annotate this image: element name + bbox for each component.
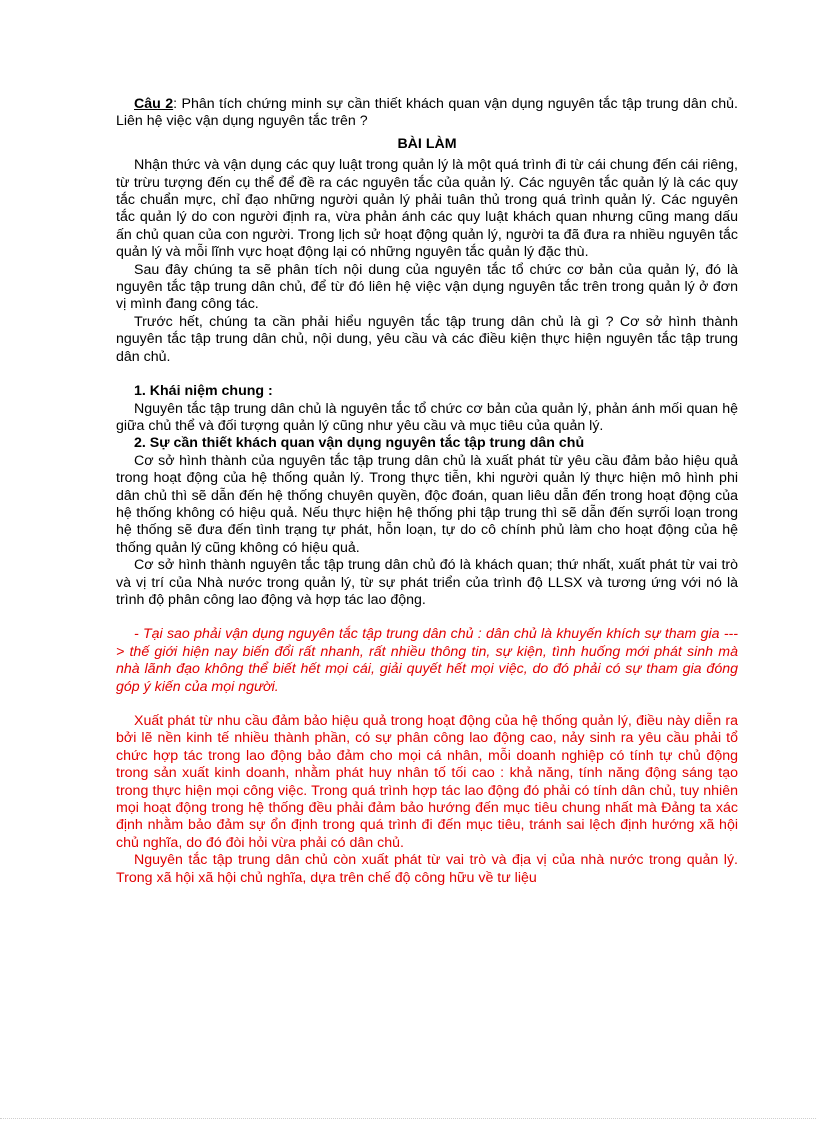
spacer xyxy=(116,696,738,713)
spacer xyxy=(116,366,738,383)
intro-paragraph-2: Sau đây chúng ta sẽ phân tích nội dung của nguyên tắc tổ chức cơ bản của quản lý, đó là nguyên tắc tập trung dân chủ, để từ đó liên hệ việc vận dụng nguyên tắc trên trong quản lý ở đơn vị mình đang công tác. xyxy=(116,261,738,313)
red-paragraph-1: Xuất phát từ nhu cầu đảm bảo hiệu quả trong hoạt động của hệ thống quản lý, điều này diễn ra bởi lẽ nền kinh tế nhiều thành phần, có sự phân công lao động cao, nảy sinh ra yêu cầu phải tổ chức hợp tác trong lao động bảo đảm cho mọi cá nhân, mỗi doanh nghiệp có tính tự chủ động trong sản xuất kinh doanh, nhằm phát huy nhân tố tối cao : khả năng, tính năng động sáng tạo trong thực hiện mọi công việc. Trong quá trình hợp tác lao động đó phải có tính dân chủ, tuy nhiên mọi hoạt động trong hệ thống đều phải đảm bảo hướng đến mục tiêu chung nhất mà Đảng ta xác định nhằm bảo đảm sự ổn định trong quá trình đi đến mục tiêu, tránh sai lệch định hướng xã hội chủ nghĩa, do đó đòi hỏi vừa phải có dân chủ. xyxy=(116,713,738,851)
red-italic-note: - Tại sao phải vận dụng nguyên tắc tập trung dân chủ : dân chủ là khuyến khích sự tham gia ---> thế giới hiện nay biến đổi rất nhanh, rất nhiều thông tin, sự kiện, tình huống mới phát sinh mà nhà lãnh đạo không thể biết hết mọi cái, giải quyết hết mọi việc, do đó phải có sự tham gia đóng góp ý kiến của mọi người. xyxy=(116,626,738,695)
red-paragraph-2: Nguyên tắc tập trung dân chủ còn xuất phát từ vai trò và địa vị của nhà nước trong quản lý. Trong xã hội xã hội chủ nghĩa, dựa trên chế độ công hữu về tư liệu xyxy=(116,852,738,886)
intro-paragraph-3: Trước hết, chúng ta cần phải hiểu nguyên tắc tập trung dân chủ là gì ? Cơ sở hình thành nguyên tắc tập trung dân chủ, nội dung, yêu cầu và các điều kiện thực hiện nguyên tắc tập trung dân chủ. xyxy=(116,313,738,365)
question-label: Câu 2 xyxy=(134,96,174,112)
section-1-heading: 1. Khái niệm chung : xyxy=(134,383,273,400)
intro-paragraph-1: Nhận thức và vận dụng các quy luật trong quản lý là một quá trình đi từ cái chung đến cái riêng, từ trừu tượng đến cụ thể để đề ra các nguyên tắc của quản lý. Các nguyên tắc quản lý là các quy tắc chuẩn mực, chỉ đạo những người quản lý phải tuân thủ trong quá trình quản lý. Các nguyên tắc quản lý do con người định ra, vừa phản ánh các quy luật khách quan nhưng cũng mang dấu ấn chủ quan của con người. Trong lịch sử hoạt động quản lý, người ta đã đưa ra nhiều nguyên tắc quản lý và mỗi lĩnh vực hoạt động lại có những nguyên tắc quản lý đặc thù. xyxy=(116,157,738,261)
section-2-heading: 2. Sự cần thiết khách quan vận dụng nguyên tắc tập trung dân chủ xyxy=(134,435,585,452)
question-text: : Phân tích chứng minh sự cần thiết khách quan vận dụng nguyên tắc tập trung dân chủ. Liên hệ việc vận dụng nguyên tắc trên ? xyxy=(116,96,738,130)
page-bottom-border xyxy=(0,1118,816,1119)
document-page xyxy=(116,96,738,887)
question-paragraph xyxy=(116,96,738,131)
spacer xyxy=(116,609,738,626)
essay-title: BÀI LÀM xyxy=(397,135,457,152)
section-2-paragraph-2: Cơ sở hình thành nguyên tắc tập trung dân chủ đó là khách quan; thứ nhất, xuất phát từ vai trò và vị trí của Nhà nước trong quản lý, từ sự phát triển của trình độ LLSX và tương ứng với nó là trình độ phân công lao động và hợp tác lao động. xyxy=(116,557,738,608)
section-1-paragraph: Nguyên tắc tập trung dân chủ là nguyên tắc tổ chức cơ bản của quản lý, phản ánh mối quan hệ giữa chủ thể và đối tượng quản lý cũng như yêu cầu và mục tiêu của quản lý. xyxy=(116,400,738,434)
section-2-paragraph-1: Cơ sở hình thành của nguyên tắc tập trung dân chủ là xuất phát từ yêu cầu đảm bảo hiệu quả trong hoạt động của hệ thống quản lý. Trong thực tiễn, khi người quản lý thực hiện mô hình phi dân chủ thì sẽ dẫn đến hệ thống chuyên quyền, độc đoán, quan liêu dẫn đến trong hoạt động của hệ thống không có hiệu quả. Nếu thực hiện hệ thống phi tập trung thì sẽ dẫn đến sựrối loạn trong hệ thống sẽ đưa đến tình trạng tự phát, hỗn loạn, tự do cô chính phủ làm cho hoạt động của hệ thống quản lý cũng không có hiệu quả. xyxy=(116,452,738,556)
